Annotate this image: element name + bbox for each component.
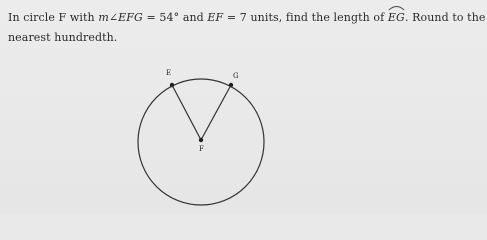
point-e [170,83,174,87]
point-f-label: F [199,145,204,153]
segment-equals: = 7 units, find the length of [223,11,388,24]
point-e-label: E [166,69,172,77]
arc-label [388,8,405,28]
center-point-f [199,138,203,142]
point-g [229,83,233,87]
point-g-label: G [233,72,239,80]
radius-fg [201,85,231,140]
segment-name: EF [207,11,224,24]
problem-line-2: nearest hundredth. [8,31,118,44]
radius-fe [172,85,201,140]
problem-prefix: In circle F with [8,11,99,24]
angle-name: m∠EFG [98,11,143,24]
circle-diagram [132,64,282,213]
problem-line-1 [8,8,486,28]
angle-equals: = 54° and [142,11,208,24]
problem-statement [8,8,486,48]
arc-mark-icon [388,3,405,11]
problem-suffix-line1: . Round to the [404,11,486,24]
arc-name: EG [387,11,405,24]
